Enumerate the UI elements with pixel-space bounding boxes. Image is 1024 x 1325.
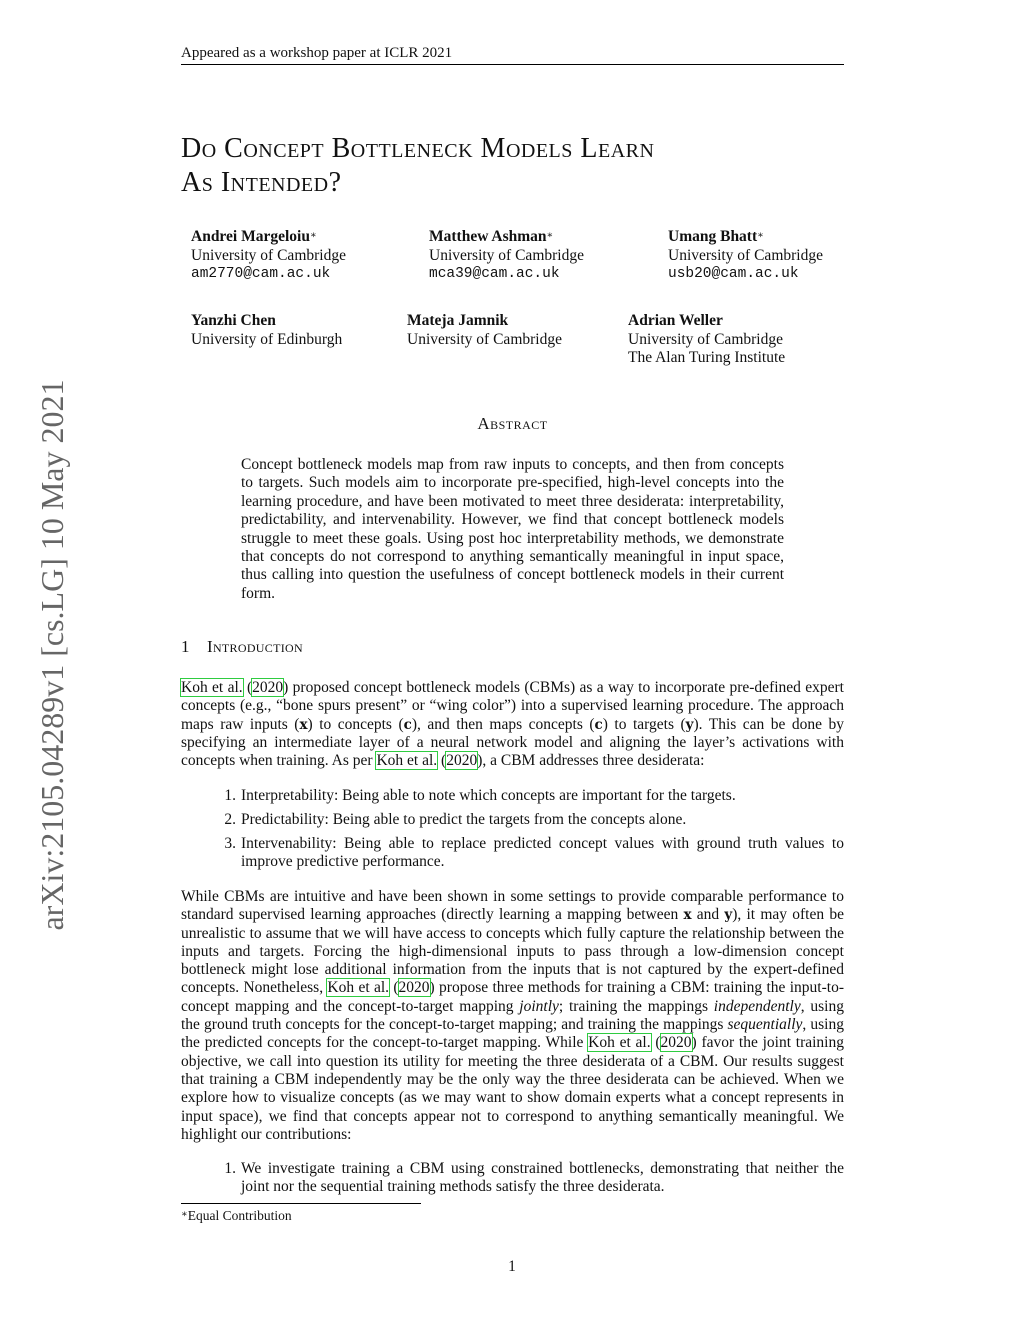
text-run: propose three methods for training a CBM: training the input-to-concept mapping and the concept-to-target mapping [181,979,844,1015]
math-symbol: y [685,716,694,733]
list-text: We investigate training a CBM using constrained bottlenecks, demonstrating that neither the joint nor the sequential training methods satisfy the three desiderata. [241,1160,844,1196]
author-block [191,312,342,349]
citation-link[interactable]: Koh et al. [376,752,438,770]
list-number: 1. [224,787,236,804]
author-block [668,228,823,284]
arxiv-stamp: arXiv:2105.04289v1 [cs.LG] 10 May 2021 [34,379,70,931]
emphasis: jointly [519,997,559,1015]
intro-paragraph-2: While CBMs are intuitive and have been shown in some settings to provide comparable performance to standard supervised learning approaches (directly learning a mapping between x and y), it may often be unrealistic to assume that we will have access to concepts which fully capture the relationship between the inputs and targets. Forcing the high-dimensional inputs to pass through a low-dimension concept bottleneck might lose additional information from the inputs that is not captured by the expert-defined concepts. Nonetheless, Koh et al. (2020) propose three methods for training a CBM: training the input-to-concept mapping and the concept-to-target mapping jointly; training the mappings independently, using the ground truth concepts for the concept-to-target mapping; and training the mappings sequentially, using the predicted concepts for the concept-to-target mapping. While Koh et al. (2020) favor the joint training objective, we call into question its utility for meeting the three desiderata of a CBM. Our results suggest that training a CBM independently may be the only way the three desiderata can be achieved. When we explore how to visualize concepts (as we may want to show domain experts what a concept represents in input space), we find that concepts appear not to correspond to anything semantically meaningful. We highlight our contributions: [181,888,844,1143]
citation-year-link[interactable]: 2020 [446,752,478,770]
author-block [429,228,584,284]
section-heading [181,637,303,657]
citation-year-link[interactable]: 2020 [252,679,284,696]
equal-contribution-mark: ∗ [309,230,317,241]
citation-link[interactable]: Koh et al. [588,1034,651,1052]
author-name: Andrei Margeloiu [191,228,310,245]
list-number: 2. [224,811,236,828]
author-affiliation: University of Cambridge [407,330,562,348]
author-email[interactable]: am2770@cam.ac.uk [191,266,331,282]
page-number: 1 [508,1258,516,1275]
list-number: 3. [224,835,236,852]
author-block [628,312,785,368]
footnote [181,1208,292,1224]
equal-contribution-mark: ∗ [546,230,554,241]
author-name: Yanzhi Chen [191,312,276,329]
text-run: , a CBM addresses three desiderata: [482,752,705,770]
citation-link[interactable]: Koh et al. [327,979,390,997]
author-affiliation-2: The Alan Turing Institute [628,349,786,366]
math-symbol: c [403,716,412,733]
list-number: 1. [224,1160,236,1177]
paper-title [181,132,881,200]
footnote-text: Equal Contribution [187,1208,292,1223]
text-run: , using the ground truth concepts for the concept-to-target mapping; and training the mappings [181,997,844,1034]
text-run: and [691,906,725,924]
text-run: ), and then maps concepts ( [411,715,595,733]
author-name: Mateja Jamnik [407,312,509,329]
list-text: Interpretability: Being able to note which concepts are important for the targets. [241,787,736,804]
section-title: Introduction [207,637,303,656]
title-line-2: As Intended? [181,167,342,198]
list-text: Predictability: Being able to predict the targets from the concepts alone. [241,811,687,828]
author-name: Adrian Weller [628,312,723,329]
footnote-rule [181,1203,421,1204]
equal-contribution-mark: ∗ [757,230,764,241]
section-number: 1 [181,637,190,656]
text-run: ) to targets ( [602,715,686,733]
title-line-1: Do Concept Bottleneck Models Learn [181,133,655,164]
citation-year-link[interactable]: 2020 [398,979,430,997]
emphasis: sequentially [727,1016,803,1034]
text-run: proposed concept bottleneck models (CBMs) as a way to incorporate pre-defined expert concepts (e.g., “bone spurs present” or “wing color”) into a supervised learning procedure. The approach maps raw inputs ( [181,679,844,733]
math-symbol: y [724,907,733,924]
author-block [191,228,346,284]
author-affiliation: University of Cambridge [668,246,823,264]
text-run: While CBMs are intuitive and have been shown in some settings to provide comparable performance to standard supervised learning approaches (directly learning a mapping between [181,888,844,924]
text-run: ) to concepts ( [307,715,404,733]
list-text: Intervenability: Being able to replace predicted concept values with ground truth values to improve predictive performance. [241,835,844,871]
author-affiliation: University of Cambridge [191,246,346,264]
intro-paragraph-1: Koh et al. (2020) proposed concept bottleneck models (CBMs) as a way to incorporate pre-defined expert concepts (e.g., “bone spurs present” or “wing color”) into a supervised learning procedure. The approach maps raw inputs (x) to concepts (c), and then maps concepts (c) to targets (y). This can be done by specifying an intermediate layer of a neural network model and aligning the layer’s activations with concepts when training. As per Koh et al. (2020), a CBM addresses three desiderata: [181,679,845,770]
math-symbol: x [299,716,308,733]
author-affiliation: University of Cambridge [628,330,783,348]
author-block [407,312,562,349]
text-run: ), it may often be unrealistic to assume that we will have access to concepts which fully capture the relationship between the inputs and targets. Forcing the high-dimensional inputs to pass through a low-dimension concept bottleneck might lose additional information from the inputs that is not captured by the expert-defined concepts. Nonetheless, [181,906,844,997]
author-name: Matthew Ashman [429,228,547,245]
math-symbol: c [594,716,603,733]
author-affiliation: University of Cambridge [429,246,584,264]
author-name: Umang Bhatt [668,228,758,245]
author-affiliation: University of Edinburgh [191,330,343,348]
text-run: , using the predicted concepts for the concept-to-target mapping. While [181,1016,844,1052]
math-symbol: x [683,907,692,924]
abstract-text: Concept bottleneck models map from raw inputs to concepts, and then from concepts to targets. Such models aim to incorporate pre-specified, high-level concepts into the learning procedure, and have been motivated to meet three desiderata: interpretability, predictability, and intervenability. However, we find that concept bottleneck models struggle to meet these goals. Using post hoc interpretability methods, we demonstrate that concepts do not correspond to anything semantically meaningful in input space, thus calling into question the usefulness of concept bottleneck models in their current form. [241,456,784,602]
text-run: favor the joint training objective, we call into question its utility for meeting the three desiderata of a CBM. Our results suggest that training a CBM independently may be the only way the three desiderata can be achieved. When we explore how to visualize concepts (as we may want to show domain experts what a concept represents in input space), we find that concepts appear not to correspond to anything semantically meaningful. We highlight our contributions: [181,1034,844,1143]
text-run: ; training the mappings [558,997,714,1015]
footnote-mark: ∗ [181,1209,188,1220]
running-header: Appeared as a workshop paper at ICLR 2021 [181,44,844,65]
author-email[interactable]: usb20@cam.ac.uk [668,266,799,282]
author-email[interactable]: mca39@cam.ac.uk [429,266,560,282]
emphasis: independently [713,997,801,1015]
text-run: ). This can be done by specifying an intermediate layer of a neural network model and aligning the layer’s activations with concepts when training. As per [181,715,845,770]
abstract-heading: Abstract [477,414,548,433]
citation-link[interactable]: Koh et al. [181,679,243,696]
citation-year-link[interactable]: 2020 [660,1034,692,1052]
